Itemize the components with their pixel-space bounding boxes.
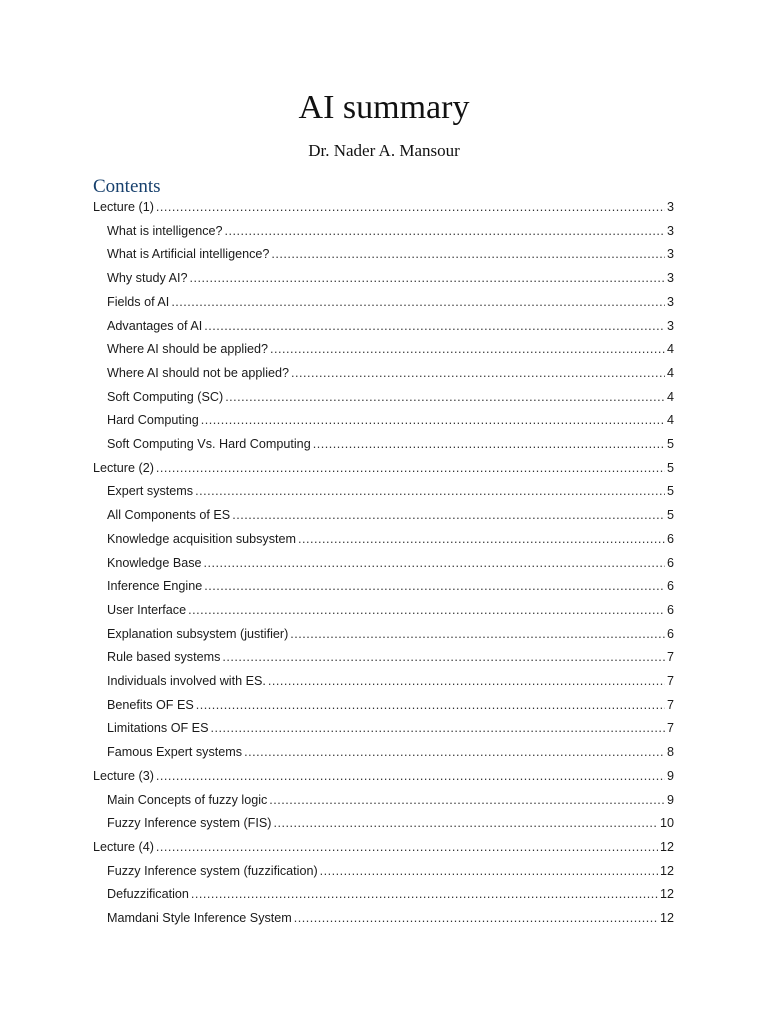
toc-dot-leader <box>320 860 658 882</box>
document-author: Dr. Nader A. Mansour <box>308 141 460 160</box>
toc-dot-leader <box>298 528 665 550</box>
toc-entry-label: User Interface <box>107 603 187 617</box>
toc-page-number: 4 <box>666 413 674 427</box>
toc-dot-leader <box>270 338 665 360</box>
toc-entry-label: Limitations OF ES <box>107 721 209 735</box>
toc-entry[interactable] <box>107 623 674 645</box>
toc-entry[interactable] <box>107 812 674 834</box>
toc-dot-leader <box>204 315 665 337</box>
toc-entry-label: Knowledge acquisition subsystem <box>107 532 297 546</box>
toc-page-number: 3 <box>666 224 674 238</box>
toc-dot-leader <box>196 694 665 716</box>
toc-entry[interactable] <box>107 315 674 337</box>
toc-dot-leader <box>244 741 665 763</box>
toc-entry-label: Fields of AI <box>107 295 170 309</box>
toc-entry-label: Individuals involved with ES. <box>107 674 266 688</box>
toc-entry-label: Where AI should not be applied? <box>107 366 290 380</box>
toc-entry[interactable] <box>107 409 674 431</box>
toc-entry-lecture[interactable] <box>93 836 674 858</box>
toc-entry-label: What is intelligence? <box>107 224 223 238</box>
toc-entry-label: Soft Computing (SC) <box>107 390 224 404</box>
toc-dot-leader <box>210 717 665 739</box>
toc-page-number: 5 <box>666 437 674 451</box>
toc-entry[interactable] <box>107 860 674 882</box>
toc-page-number: 8 <box>666 745 674 759</box>
toc-entry[interactable] <box>107 220 674 242</box>
toc-entry-label: Hard Computing <box>107 413 199 427</box>
toc-page-number: 6 <box>666 603 674 617</box>
toc-entry-label: Knowledge Base <box>107 556 202 570</box>
toc-dot-leader <box>269 789 665 811</box>
toc-dot-leader <box>291 362 665 384</box>
toc-dot-leader <box>190 267 665 289</box>
toc-page-number: 6 <box>666 532 674 546</box>
toc-entry-label: Rule based systems <box>107 650 221 664</box>
toc-dot-leader <box>204 575 665 597</box>
toc-entry[interactable] <box>107 480 674 502</box>
toc-entry-label: Expert systems <box>107 484 194 498</box>
toc-entry-label: Lecture (1) <box>93 200 154 214</box>
toc-entry-label: Main Concepts of fuzzy logic <box>107 793 268 807</box>
toc-page-number: 5 <box>666 461 674 475</box>
toc-page-number: 5 <box>666 484 674 498</box>
toc-entry-lecture[interactable] <box>93 196 674 218</box>
toc-entry[interactable] <box>107 362 674 384</box>
toc-page-number: 7 <box>666 721 674 735</box>
toc-dot-leader <box>191 883 658 905</box>
toc-page-number: 3 <box>666 295 674 309</box>
toc-entry-label: Where AI should be applied? <box>107 342 269 356</box>
toc-dot-leader <box>156 836 658 858</box>
toc-page-number: 12 <box>659 911 674 925</box>
toc-page-number: 12 <box>659 887 674 901</box>
toc-dot-leader <box>273 812 658 834</box>
toc-entry[interactable] <box>107 717 674 739</box>
contents-heading: Contents <box>93 176 161 197</box>
toc-page-number: 3 <box>666 247 674 261</box>
toc-entry-label: Why study AI? <box>107 271 188 285</box>
toc-dot-leader <box>188 599 665 621</box>
toc-entry[interactable] <box>107 646 674 668</box>
toc-page-number: 9 <box>666 793 674 807</box>
toc-entry-label: Mamdani Style Inference System <box>107 911 292 925</box>
toc-dot-leader <box>156 196 665 218</box>
toc-page-number: 3 <box>666 271 674 285</box>
toc-dot-leader <box>294 907 658 929</box>
toc-dot-leader <box>171 291 665 313</box>
toc-entry-label: Defuzzification <box>107 887 189 901</box>
toc-dot-leader <box>156 765 665 787</box>
toc-page-number: 7 <box>666 698 674 712</box>
toc-entry[interactable] <box>107 504 674 526</box>
toc-entry[interactable] <box>107 789 674 811</box>
toc-entry-label: Inference Engine <box>107 579 203 593</box>
toc-page-number: 7 <box>666 650 674 664</box>
toc-entry[interactable] <box>107 338 674 360</box>
toc-entry[interactable] <box>107 883 674 905</box>
toc-entry[interactable] <box>107 291 674 313</box>
toc-entry[interactable] <box>107 433 674 455</box>
toc-entry[interactable] <box>107 599 674 621</box>
toc-entry[interactable] <box>107 528 674 550</box>
toc-page-number: 10 <box>659 816 674 830</box>
toc-dot-leader <box>201 409 665 431</box>
toc-page-number: 9 <box>666 769 674 783</box>
toc-entry[interactable] <box>107 267 674 289</box>
toc-dot-leader <box>290 623 665 645</box>
toc-entry-label: Lecture (2) <box>93 461 154 475</box>
toc-entry[interactable] <box>107 243 674 265</box>
toc-entry-label: Benefits OF ES <box>107 698 194 712</box>
toc-page-number: 6 <box>666 579 674 593</box>
toc-page-number: 3 <box>666 200 674 214</box>
toc-page-number: 6 <box>666 627 674 641</box>
toc-entry-label: Famous Expert systems <box>107 745 243 759</box>
toc-entry-label: Explanation subsystem (justifier) <box>107 627 289 641</box>
toc-entry-lecture[interactable] <box>93 765 674 787</box>
toc-entry[interactable] <box>107 741 674 763</box>
toc-page-number: 4 <box>666 366 674 380</box>
toc-page-number: 12 <box>659 840 674 854</box>
toc-page-number: 4 <box>666 390 674 404</box>
toc-entry[interactable] <box>107 552 674 574</box>
toc-entry-label: What is Artificial intelligence? <box>107 247 270 261</box>
toc-entry[interactable] <box>107 907 674 929</box>
toc-dot-leader <box>222 646 665 668</box>
toc-dot-leader <box>313 433 665 455</box>
toc-entry-label: All Components of ES <box>107 508 231 522</box>
toc-entry-label: Lecture (3) <box>93 769 154 783</box>
toc-dot-leader <box>268 670 665 692</box>
toc-entry-lecture[interactable] <box>93 457 674 479</box>
toc-page-number: 12 <box>659 864 674 878</box>
toc-entry-label: Lecture (4) <box>93 840 154 854</box>
toc-dot-leader <box>225 386 665 408</box>
toc-page-number: 5 <box>666 508 674 522</box>
toc-dot-leader <box>232 504 665 526</box>
toc-entry-label: Soft Computing Vs. Hard Computing <box>107 437 311 451</box>
toc-entry-label: Fuzzy Inference system (fuzzification) <box>107 864 318 878</box>
toc-entry[interactable] <box>107 694 674 716</box>
toc-dot-leader <box>225 220 665 242</box>
document-title: AI summary <box>298 89 470 126</box>
toc-dot-leader <box>204 552 665 574</box>
toc-page-number: 3 <box>666 319 674 333</box>
toc-page-number: 6 <box>666 556 674 570</box>
toc-dot-leader <box>271 243 665 265</box>
toc-entry[interactable] <box>107 670 674 692</box>
toc-entry-label: Advantages of AI <box>107 319 203 333</box>
toc-dot-leader <box>195 480 665 502</box>
toc-page-number: 4 <box>666 342 674 356</box>
toc-entry[interactable] <box>107 386 674 408</box>
toc-entry[interactable] <box>107 575 674 597</box>
toc-page-number: 7 <box>666 674 674 688</box>
toc-entry-label: Fuzzy Inference system (FIS) <box>107 816 272 830</box>
toc-dot-leader <box>156 457 665 479</box>
